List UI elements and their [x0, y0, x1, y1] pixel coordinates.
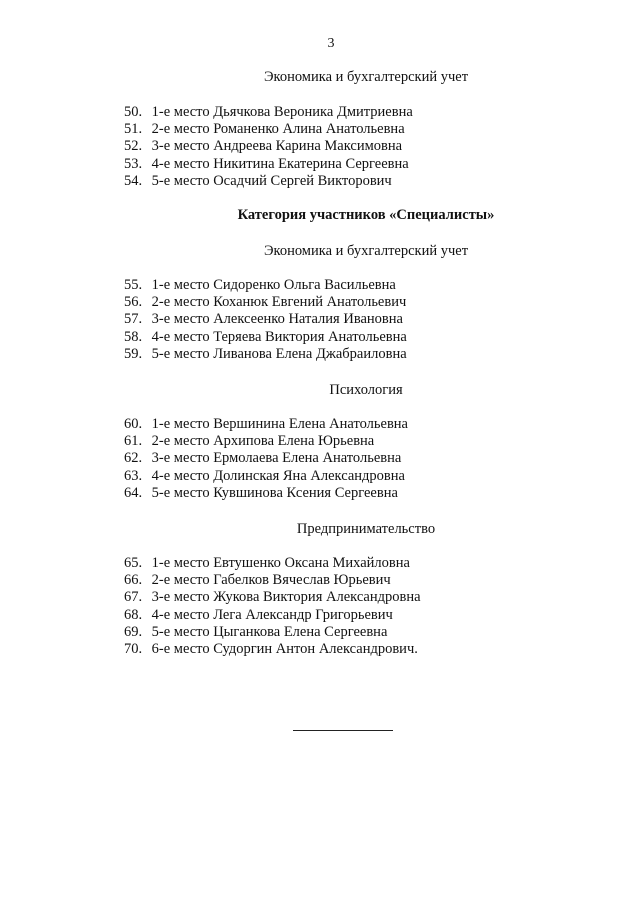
list-item: 60. 1-е место Вершинина Елена Анатольевна: [124, 416, 408, 432]
list-item: 67. 3-е место Жукова Виктория Александровна: [124, 589, 421, 606]
list-item: 59. 5-е место Ливанова Елена Джабраиловна: [124, 345, 407, 362]
winners-list-entrepreneurship: [124, 555, 421, 658]
list-item: 66. 2-е место Габелков Вячеслав Юрьевич: [124, 572, 391, 589]
list-item: 61. 2-е место Архипова Елена Юрьевна: [124, 433, 375, 450]
list-item: 64. 5-е место Кувшинова Ксения Сергеевна: [124, 484, 398, 501]
section-heading-economics-1: Экономика и бухгалтерский учет: [263, 69, 469, 85]
list-item: 54. 5-е место Осадчий Сергей Викторович: [124, 172, 392, 189]
list-item: 68. 4-е место Лега Александр Григорьевич: [124, 606, 393, 623]
list-item: 50. 1-е место Дьячкова Вероника Дмитриевна: [124, 104, 413, 120]
list-item: 63. 4-е место Долинская Яна Александровна: [124, 467, 405, 484]
list-item: 55. 1-е место Сидоренко Ольга Васильевна: [124, 277, 396, 293]
list-item: 65. 1-е место Евтушенко Оксана Михайловна: [124, 555, 410, 571]
list-item: 62. 3-е место Ермолаева Елена Анатольевна: [124, 450, 402, 467]
page-number: 3: [327, 36, 335, 51]
list-item: 53. 4-е место Никитина Екатерина Сергеевна: [124, 155, 409, 172]
section-heading-entrepreneurship: Предпринимательство: [296, 521, 436, 537]
winners-list-economics-2: [124, 277, 407, 363]
section-heading-economics-2: Экономика и бухгалтерский учет: [263, 243, 469, 259]
list-item: 69. 5-е место Цыганкова Елена Сергеевна: [124, 623, 388, 640]
list-item: 57. 3-е место Алексеенко Наталия Ивановна: [124, 311, 403, 328]
winners-list-economics-1: [124, 104, 413, 190]
list-item: 52. 3-е место Андреева Карина Максимовна: [124, 138, 403, 155]
list-item: 51. 2-е место Романенко Алина Анатольевна: [124, 121, 405, 138]
category-heading-specialists: Категория участников «Специалисты»: [237, 207, 495, 223]
closing-rule: [293, 730, 393, 731]
list-item: 58. 4-е место Теряева Виктория Анатольевна: [124, 328, 407, 345]
list-item: 56. 2-е место Коханюк Евгений Анатольевич: [124, 294, 407, 311]
section-heading-psychology: Психология: [329, 382, 403, 398]
list-item: 70. 6-е место Судоргин Антон Александрович.: [124, 640, 418, 657]
winners-list-psychology: [124, 416, 408, 502]
